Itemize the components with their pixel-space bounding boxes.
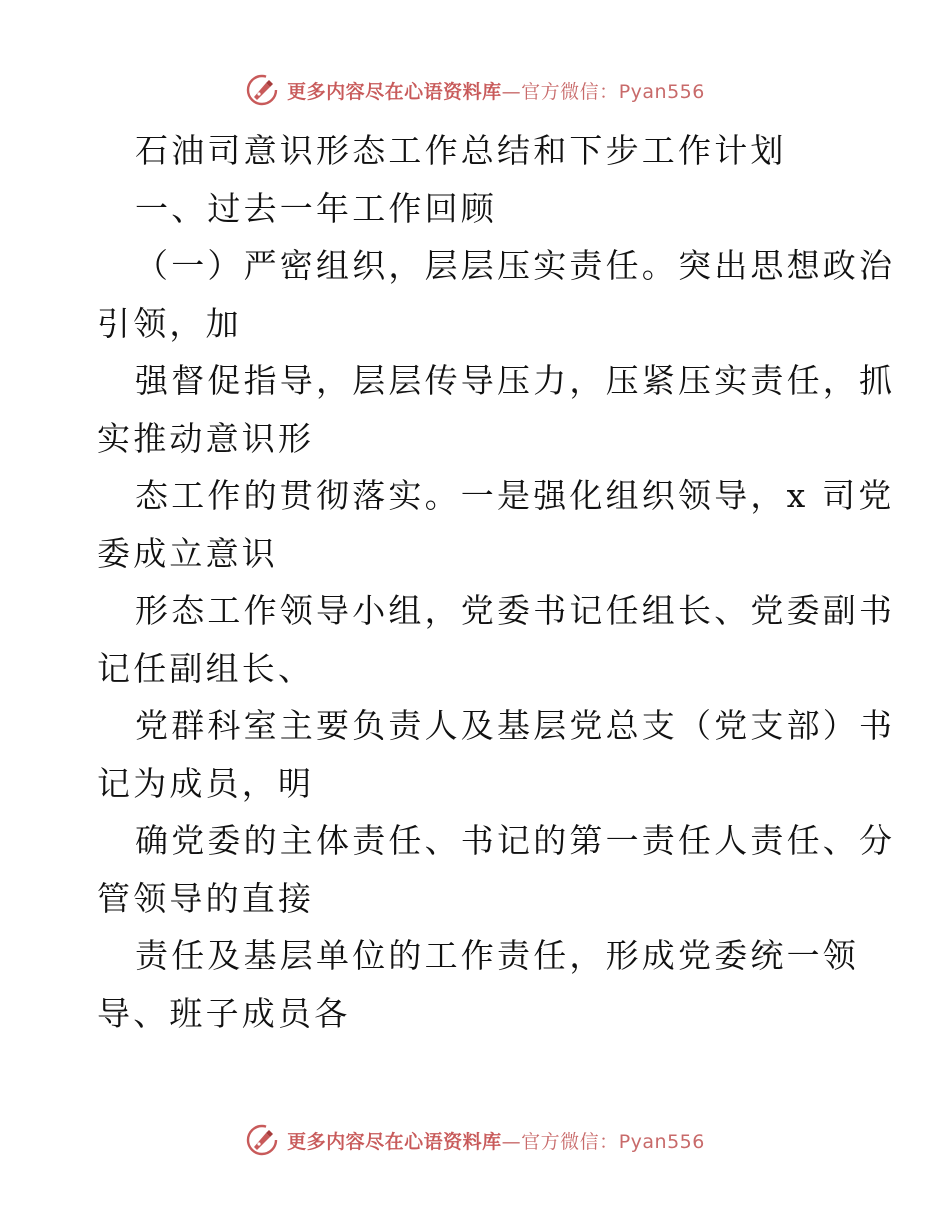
footer-site-text: 更多内容尽在心语资料库 (287, 1130, 502, 1153)
paragraph-line: 导、班子成员各 (97, 993, 351, 1033)
document-title: 石油司意识形态工作总结和下步工作计划 (135, 131, 787, 170)
paragraph-line: 态工作的贯彻落实。一是强化组织领导，x 司党 (135, 476, 895, 515)
header-watermark-banner (0, 70, 950, 110)
paragraph-line: 委成立意识 (97, 533, 278, 573)
paragraph-line: 责任及基层单位的工作责任，形成党委统一领 (135, 936, 859, 975)
pen-nib-logo-icon (245, 73, 279, 107)
header-wechat-id: Pyan556 (618, 80, 705, 103)
paragraph-line: 党群科室主要负责人及基层党总支（党支部）书 (135, 706, 896, 745)
footer-wechat-id: Pyan556 (618, 1130, 705, 1153)
header-banner-text (287, 77, 705, 104)
footer-banner-text (287, 1127, 705, 1154)
paragraph-line: 实推动意识形 (97, 418, 315, 458)
paragraph-line: 引领，加 (97, 303, 242, 343)
section-heading: 一、过去一年工作回顾 (135, 188, 497, 228)
paragraph-line: 强督促指导，层层传导压力，压紧压实责任，抓 (135, 361, 896, 400)
footer-wechat-label: 官方微信： (521, 1130, 619, 1153)
paragraph-line: 确党委的主体责任、书记的第一责任人责任、分 (135, 821, 896, 860)
document-body (97, 122, 896, 1042)
paragraph-line: 管领导的直接 (97, 878, 315, 918)
pen-nib-logo-icon (245, 1123, 279, 1157)
header-dash: — (501, 80, 522, 103)
paragraph-line: 记为成员，明 (97, 763, 315, 803)
header-wechat-label: 官方微信： (521, 80, 619, 103)
paragraph-line: 记任副组长、 (97, 648, 315, 688)
paragraph-line: （一）严密组织，层层压实责任。突出思想政治 (135, 246, 896, 285)
footer-dash: — (501, 1130, 522, 1153)
header-site-text: 更多内容尽在心语资料库 (287, 80, 502, 103)
paragraph-line: 形态工作领导小组，党委书记任组长、党委副书 (135, 591, 896, 630)
footer-watermark-banner (0, 1120, 950, 1160)
